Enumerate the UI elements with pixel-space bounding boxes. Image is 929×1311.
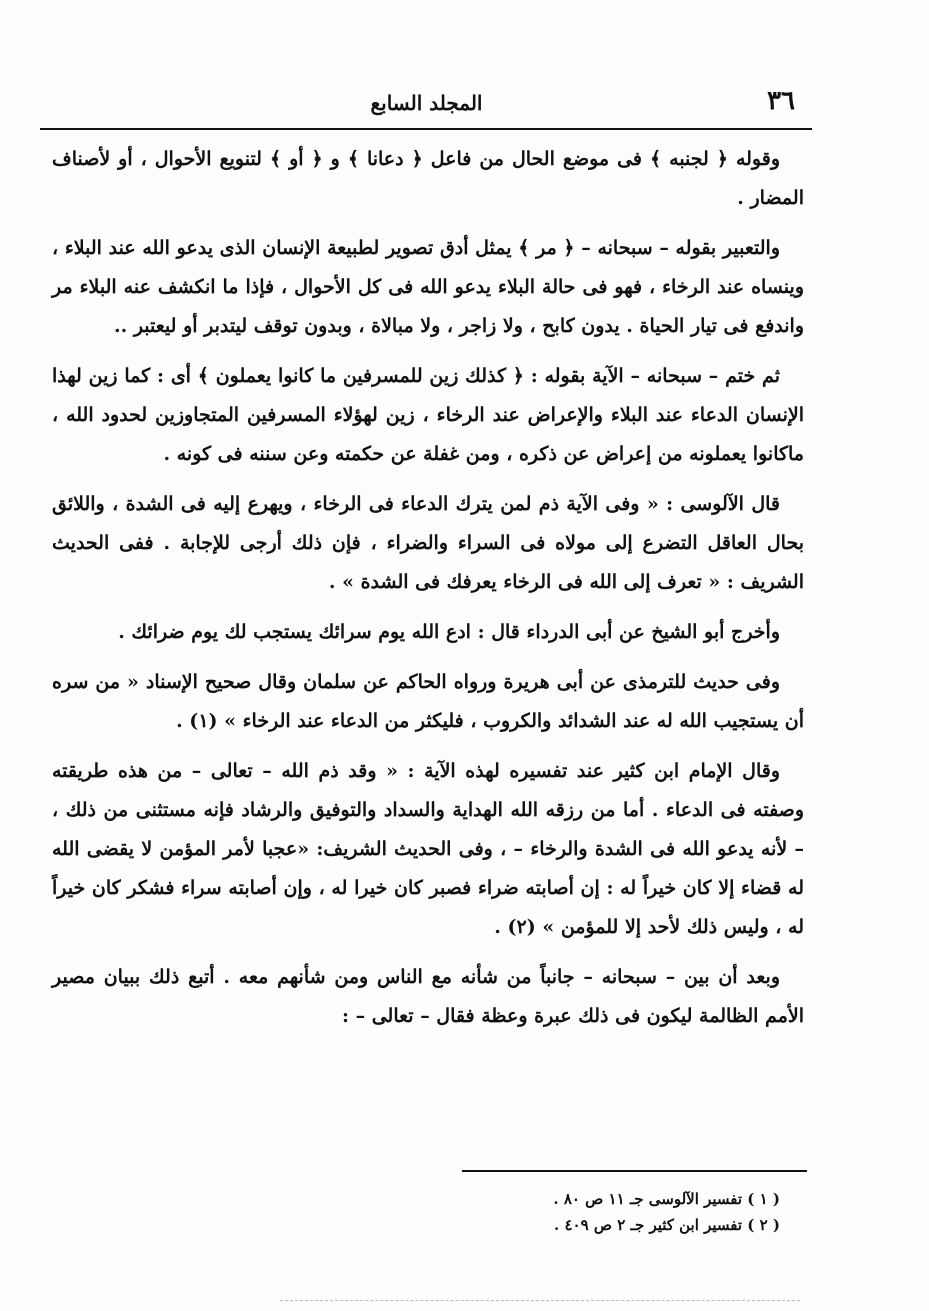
paragraph-4: قال الآلوسى : « وفى الآية ذم لمن يترك الدعاء فى الرخاء ، ويهرع إليه فى الشدة ، واللائق بحال العاقل التضرع إلى مولاه فى السراء والضراء ، فإن ذلك أرجى للإجابة . ففى الحديث الشريف : « تعرف إلى الله فى الرخاء يعرفك فى الشدة » .	[52, 493, 804, 593]
running-title: المجلد السابع	[370, 91, 483, 115]
paragraph-2: والتعبير بقوله – سبحانه – ﴿ مر ﴾ يمثل أدق تصوير لطبيعة الإنسان الذى يدعو الله عند البلاء ، وينساه عند الرخاء ، فهو فى حالة البلاء يدعو الله فى كل الأحوال ، فإذا ما انكشف عنه البلاء مر واندفع فى تيار الحياة . يدون كابح ، ولا زاجر ، ولا مبالاة ، وبدون توقف ليتدبر أو ليعتبر ..	[52, 237, 804, 337]
header-rule	[40, 128, 812, 130]
paragraph-7: وقال الإمام ابن كثير عند تفسيره لهذه الآية : « وقد ذم الله – تعالى – من هذه طريقته وصفته فى الدعاء . أما من رزقه الله الهداية والسداد والتوفيق والرشاد فإنه مستثنى من ذلك ، – لأنه يدعو الله فى الشدة والرخاء – ، وفى الحديث الشريف: «عجبا لأمر المؤمن لا يقضى الله له قضاء إلا كان خيراً له : إن أصابته ضراء فصبر كان خيرا له ، وإن أصابته سراء فشكر كان خيراً له ، وليس ذلك لأحد إلا للمؤمن » (٢) .	[52, 760, 804, 938]
page-bottom-edge	[280, 1300, 800, 1301]
footnote-rule	[462, 1170, 807, 1172]
footnote-2: ( ٢ ) تفسير ابن كثير جـ ٢ ص ٤٠٩ .	[554, 1216, 780, 1234]
paragraph-1: وقوله ﴿ لجنبه ﴾ فى موضع الحال من فاعل ﴿ دعانا ﴾ و ﴿ أو ﴾ لتنويع الأحوال ، أو لأصناف المضار .	[52, 148, 804, 209]
paragraph-6: وفى حديث للترمذى عن أبى هريرة ورواه الحاكم عن سلمان وقال صحيح الإسناد « من سره أن يستجيب الله له عند الشدائد والكروب ، فليكثر من الدعاء عند الرخاء » (١) .	[52, 671, 804, 732]
body-text	[52, 140, 804, 1047]
footnote-1: ( ١ ) تفسير الآلوسى جـ ١١ ص ٨٠ .	[553, 1190, 780, 1208]
page-header	[44, 84, 809, 124]
paragraph-5: وأخرج أبو الشيخ عن أبى الدرداء قال : ادع الله يوم سرائك يستجب لك يوم ضرائك .	[118, 621, 780, 643]
footnotes	[480, 1186, 780, 1238]
page-number: ٣٦	[767, 86, 795, 116]
paragraph-3: ثم ختم – سبحانه – الآية بقوله : ﴿ كذلك زين للمسرفين ما كانوا يعملون ﴾ أى : كما زين لهذا الإنسان الدعاء عند البلاء والإعراض عند الرخاء ، زين لهؤلاء المسرفين المتجاوزين لحدود الله ، ماكانوا يعملونه من إعراض عن ذكره ، ومن غفلة عن حكمته وعن سننه فى كونه .	[52, 365, 805, 465]
paragraph-8: وبعد أن بين – سبحانه – جانباً من شأنه مع الناس ومن شأنهم معه . أتبع ذلك ببيان مصير الأمم الظالمة ليكون فى ذلك عبرة وعظة فقال – تعالى – :	[52, 966, 804, 1027]
